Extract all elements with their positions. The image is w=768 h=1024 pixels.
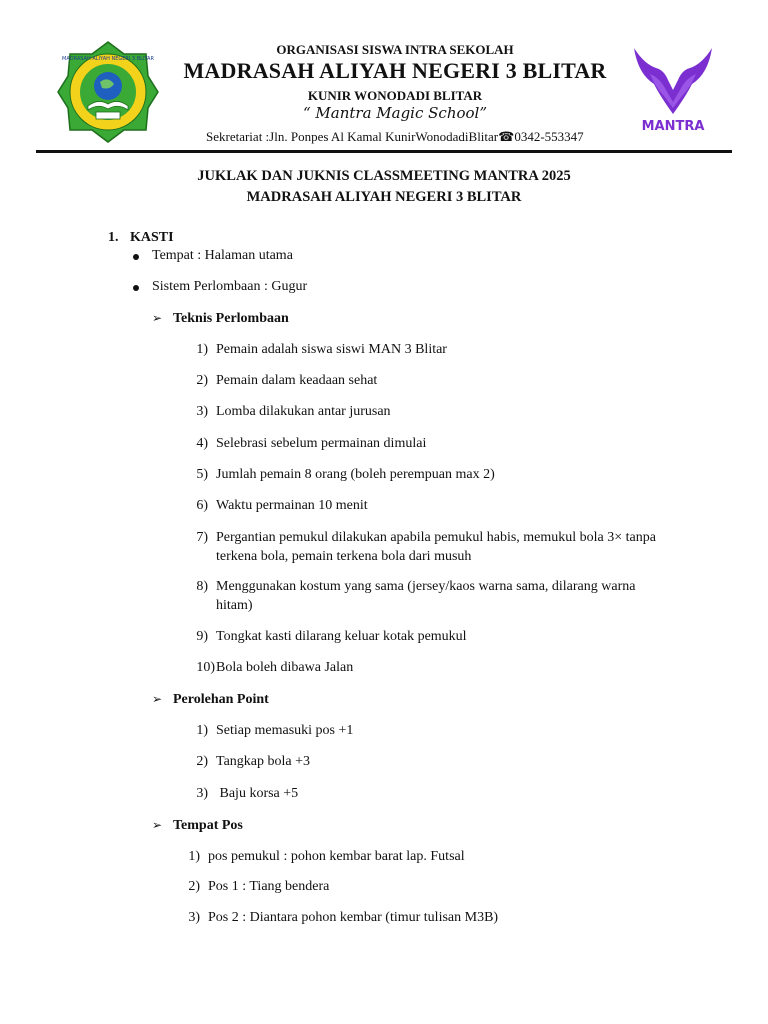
item-number: 3) [188,910,200,925]
item-number: 3) [196,404,208,419]
doc-title-line1: JUKLAK DAN JUKNIS CLASSMEETING MANTRA 2025 [197,168,571,184]
school-address: KUNIR WONODADI BLITAR [307,88,483,103]
emblem-ring-text: MADRASAH ALIYAH NEGERI 3 BLITAR [62,56,154,62]
doc-title-line2: MADRASAH ALIYAH NEGERI 3 BLITAR [246,189,522,205]
list-item: Selebrasi sebelum permainan dimulai [216,436,427,451]
school-emblem-logo [56,40,160,144]
list-item: Tangkap bola +3 [216,754,311,769]
subsection-heading: Teknis Perlombaan [173,311,289,326]
item-number: 4) [196,436,208,451]
item-number: 1) [196,723,208,738]
list-item: Pemain dalam keadaan sehat [216,373,378,388]
list-item: Setiap memasuki pos +1 [216,723,354,738]
org-name: ORGANISASI SISWA INTRA SEKOLAH [276,42,514,57]
section-number: 1. [108,230,119,245]
list-item: Pos 2 : Diantara pohon kembar (timur tulisan M3B) [208,910,499,925]
item-number: 6) [196,498,208,513]
arrow-bullet-icon: ➢ [152,818,163,832]
item-number: 2) [196,373,208,388]
item-number: 1) [188,849,200,864]
item-number: 5) [196,467,208,482]
item-number: 3) [196,786,208,801]
bullet-dot [133,285,139,291]
list-item: pos pemukul : pohon kembar barat lap. Futsal [208,849,465,864]
arrow-bullet-icon: ➢ [152,311,163,325]
item-number: 10) [196,660,215,675]
bullet-sistem: Sistem Perlombaan : Gugur [152,279,308,294]
school-motto: “ Mantra Magic School” [302,104,488,122]
list-item: Pos 1 : Tiang bendera [208,879,330,894]
item-number: 7) [196,530,208,545]
item-number: 1) [196,342,208,357]
item-number: 8) [196,579,208,594]
list-item: Menggunakan kostum yang sama (jersey/kaos warna sama, dilarang warna hitam) [216,579,636,613]
list-item: Tongkat kasti dilarang keluar kotak pemukul [216,629,467,644]
item-number: 2) [196,754,208,769]
header-divider [36,150,732,153]
item-number: 2) [188,879,200,894]
list-item: Waktu permainan 10 menit [216,498,368,513]
subsection-heading: Tempat Pos [173,818,243,833]
item-number: 9) [196,629,208,644]
list-item: Lomba dilakukan antar jurusan [216,404,391,419]
secretariat-line: Sekretariat :Jln. Ponpes Al Kamal KunirWonodadiBlitar☎0342-553347 [206,129,584,144]
list-item: Bola boleh dibawa Jalan [216,660,354,675]
list-item: Pergantian pemukul dilakukan apabila pemukul habis, memukul bola 3× tanpa terkena bola, pemain terkena bola dari musuh [216,530,656,564]
mantra-logo-text: MANTRA [641,119,705,134]
section-title: KASTI [130,230,174,245]
arrow-bullet-icon: ➢ [152,692,163,706]
list-item: Jumlah pemain 8 orang (boleh perempuan max 2) [216,467,495,482]
bullet-tempat: Tempat : Halaman utama [152,248,293,263]
list-item: Baju korsa +5 [216,786,299,801]
list-item: Pemain adalah siswa siswi MAN 3 Blitar [216,342,447,357]
subsection-heading: Perolehan Point [173,692,269,707]
mantra-logo [630,44,716,136]
school-name: MADRASAH ALIYAH NEGERI 3 BLITAR [183,58,607,83]
bullet-dot [133,254,139,260]
